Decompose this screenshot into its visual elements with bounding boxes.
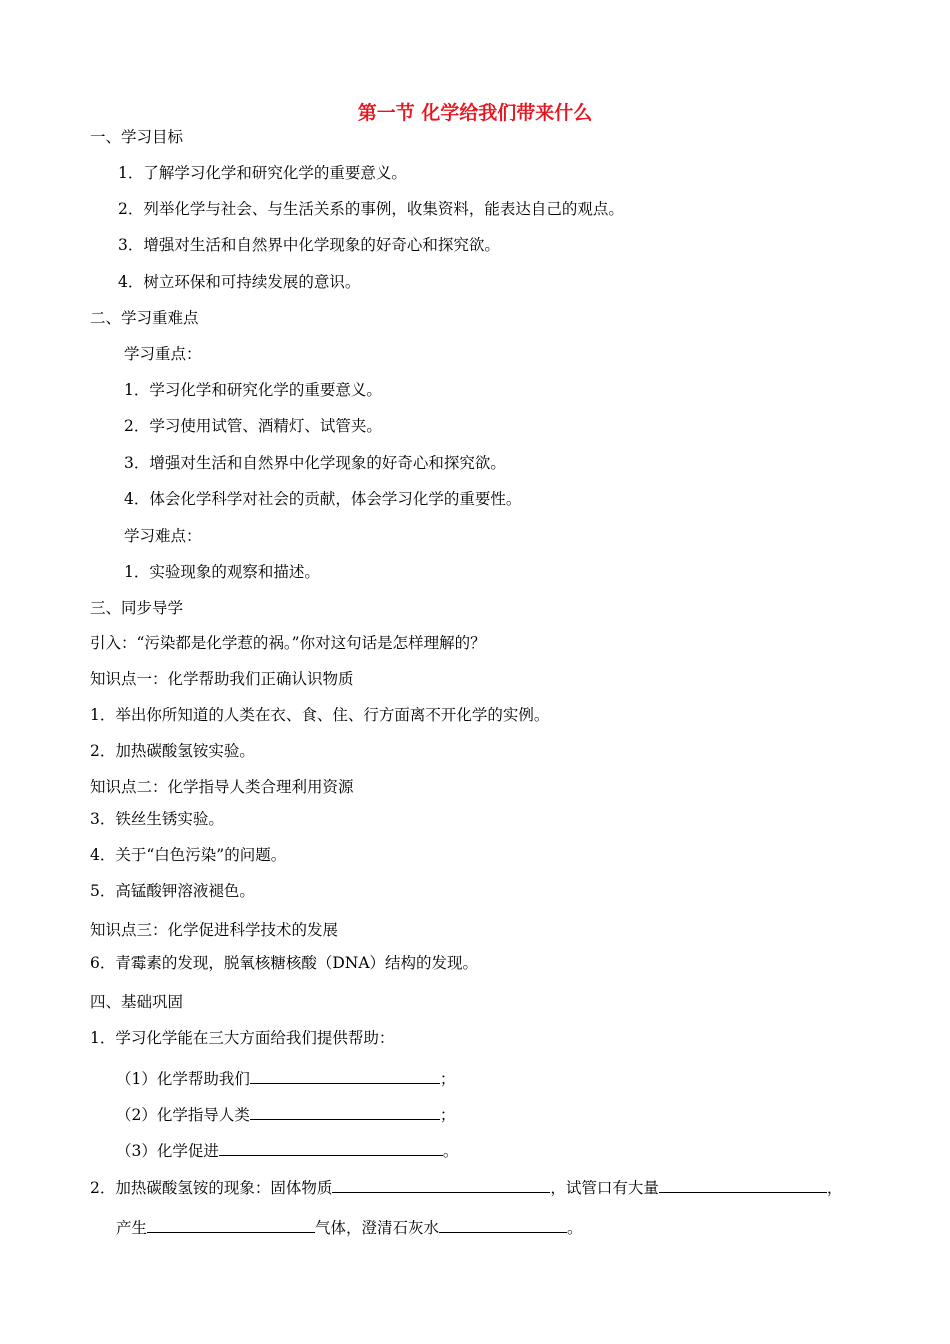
answer-blank[interactable] bbox=[219, 1138, 443, 1156]
question-1-a-prompt: （1）化学帮助我们 bbox=[116, 1070, 250, 1088]
goal-item: 1．了解学习化学和研究化学的重要意义。 bbox=[118, 164, 407, 182]
question-1-b-prompt: （2）化学指导人类 bbox=[116, 1106, 250, 1124]
question-2-mid: ，试管口有大量 bbox=[550, 1179, 659, 1197]
question-1-c bbox=[116, 1138, 458, 1161]
goal-item: 3．增强对生活和自然界中化学现象的好奇心和探究欲。 bbox=[118, 236, 500, 254]
question-2-prompt: 2．加热碳酸氢铵的现象：固体物质 bbox=[90, 1179, 333, 1197]
knowledge-item: 1．举出你所知道的人类在衣、食、住、行方面离不开化学的实例。 bbox=[90, 706, 550, 724]
question-2-produce: 产生 bbox=[116, 1219, 148, 1237]
semicolon: ； bbox=[439, 1070, 456, 1088]
question-2 bbox=[90, 1175, 842, 1198]
answer-blank[interactable] bbox=[250, 1066, 440, 1084]
period: 。 bbox=[567, 1219, 583, 1237]
answer-blank[interactable] bbox=[250, 1102, 440, 1120]
knowledge-item: 2．加热碳酸氢铵实验。 bbox=[90, 742, 255, 760]
period: 。 bbox=[442, 1142, 459, 1160]
intro-text: 引入：“污染都是化学惹的祸。”你对这句话是怎样理解的？ bbox=[90, 634, 486, 652]
section-heading-key-points: 二、学习重难点 bbox=[90, 309, 199, 327]
question-2-line-2 bbox=[116, 1215, 583, 1238]
question-1: 1．学习化学能在三大方面给我们提供帮助： bbox=[90, 1029, 395, 1047]
knowledge-point-heading: 知识点二：化学指导人类合理利用资源 bbox=[90, 778, 354, 796]
knowledge-item: 6．青霉素的发现，脱氧核糖核酸（DNA）结构的发现。 bbox=[90, 954, 479, 972]
page-title: 第一节 化学给我们带来什么 bbox=[357, 102, 593, 124]
knowledge-item: 4．关于“白色污染”的问题。 bbox=[90, 846, 287, 864]
knowledge-point-heading: 知识点一：化学帮助我们正确认识物质 bbox=[90, 670, 354, 688]
semicolon: ； bbox=[439, 1106, 456, 1124]
question-1-c-prompt: （3）化学促进 bbox=[116, 1142, 219, 1160]
difficulty-item: 1．实验现象的观察和描述。 bbox=[124, 563, 320, 581]
knowledge-item: 3．铁丝生锈实验。 bbox=[90, 810, 224, 828]
difficulty-label: 学习难点： bbox=[124, 527, 202, 545]
answer-blank[interactable] bbox=[439, 1215, 567, 1233]
focus-item: 3．增强对生活和自然界中化学现象的好奇心和探究欲。 bbox=[124, 454, 506, 472]
question-1-b bbox=[116, 1102, 455, 1125]
answer-blank[interactable] bbox=[147, 1215, 315, 1233]
comma: ， bbox=[826, 1179, 843, 1197]
focus-label: 学习重点： bbox=[124, 345, 202, 363]
focus-item: 2．学习使用试管、酒精灯、试管夹。 bbox=[124, 417, 382, 435]
section-heading-goals: 一、学习目标 bbox=[90, 128, 184, 146]
answer-blank[interactable] bbox=[659, 1175, 827, 1193]
section-heading-consolidation: 四、基础巩固 bbox=[90, 993, 184, 1011]
question-2-gas: 气体，澄清石灰水 bbox=[315, 1219, 440, 1237]
goal-item: 4．树立环保和可持续发展的意识。 bbox=[118, 273, 361, 291]
section-heading-guided-study: 三、同步导学 bbox=[90, 599, 184, 617]
knowledge-item: 5．高锰酸钾溶液褪色。 bbox=[90, 882, 255, 900]
answer-blank[interactable] bbox=[332, 1175, 550, 1193]
goal-item: 2．列举化学与社会、与生活关系的事例，收集资料，能表达自己的观点。 bbox=[118, 200, 624, 218]
knowledge-point-heading: 知识点三：化学促进科学技术的发展 bbox=[90, 921, 339, 939]
question-1-a bbox=[116, 1066, 455, 1089]
focus-item: 4．体会化学科学对社会的贡献，体会学习化学的重要性。 bbox=[124, 490, 522, 508]
focus-item: 1．学习化学和研究化学的重要意义。 bbox=[124, 381, 382, 399]
